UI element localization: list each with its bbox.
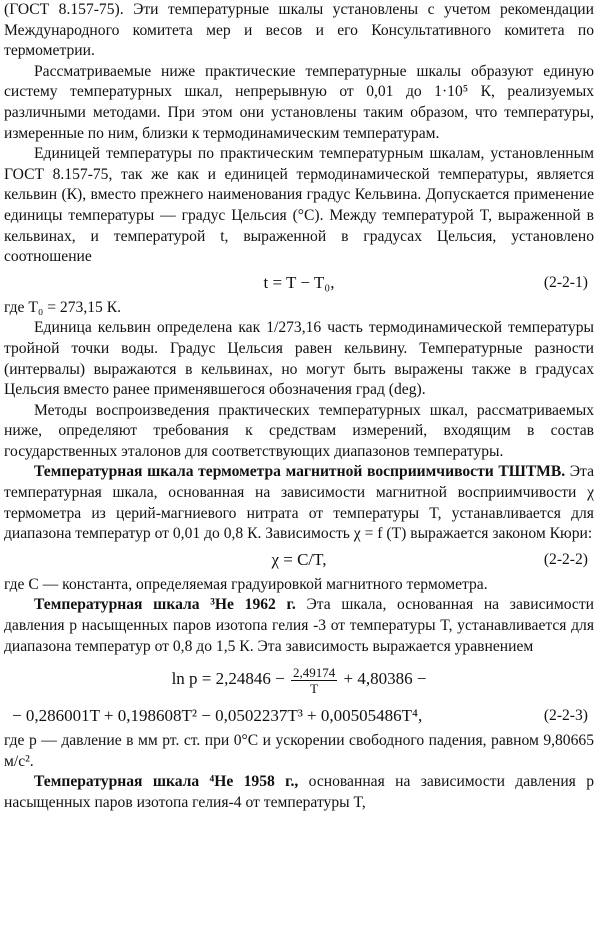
equation-formula-line2: − 0,286001T + 0,198608T² − 0,0502237T³ + 0,00505486T⁴, <box>12 706 423 726</box>
paragraph-he3-scale <box>4 595 594 657</box>
equation-formula: χ = C/T, <box>271 549 327 569</box>
equation-number: (2-2-2) <box>543 550 588 568</box>
paragraph-scales-system: Рассматриваемые ниже практические температурные шкалы образуют единую систему температурных шкал, непрерывную от 0,01 до 1·10⁵ К, реализуемых различными методами. При этом они установлены таким образом, что температуры, измеренные по ним, близки к термодинамическим температурам. <box>4 62 594 142</box>
fraction-denominator: T <box>310 680 319 696</box>
paragraph-magnetic-body: Эта температурная шкала, основанная на зависимости магнитной восприимчивости χ термометра из церий-магниевого нитрата от температуры T, устанавливается для диапазона температур от 0,01 до 0,8 К. Зависимость χ = f (T) выражается законом Кюри: <box>4 463 594 543</box>
equation-formula: t = T − T₀, <box>263 272 335 292</box>
fraction-numerator: 2,49174 <box>292 664 336 680</box>
equation-2-2-1 <box>4 268 594 298</box>
paragraph-kelvin-definition: Единица кельвин определена как 1/273,16 часть термодинамической температуры тройной точки воды. Градус Цельсия равен кельвину. Температурные разности (интервалы) выражаются в кельвинах, но могут быть выражены также в градусах Цельсия вместо ранее применявшегося обозначения град (deg). <box>4 319 594 399</box>
equation-lhs: ln p = 2,24846 − <box>171 669 285 689</box>
paragraph-he4-body: основанная на зависимости давления p насыщенных паров изотопа гелия-4 от температуры T, <box>4 773 594 811</box>
paragraph-gost-intro: (ГОСТ 8.157-75). Эти температурные шкалы установлены с учетом рекомендации Международного комитета мер и весов и его Консультативного комитета по термометрии. <box>4 1 594 60</box>
equation-number: (2-2-1) <box>543 273 588 291</box>
paragraph-reproduction-methods: Методы воспроизведения практических температурных шкал, рассматриваемых ниже, определяют требования к средствам измерений, входящим в состав государственных эталонов для соответствующих диапазонов температуры. <box>4 401 594 460</box>
paragraph-temperature-unit: Единицей температуры по практическим температурным шкалам, установленным ГОСТ 8.157-75, так же как и единицей термодинамической температуры, является кельвин (К), вместо прежнего наименования градус Кельвина. Допускается применение единицы температуры — градус Цельсия (°С). Между температурой T, выраженной в кельвинах, и температурой t, выраженной в градусах Цельсия, установлено соотношение <box>4 145 594 266</box>
paragraph-he4-scale <box>4 772 594 813</box>
document-page <box>4 0 594 814</box>
paragraph-constant-c: где C — константа, определяемая градуировкой магнитного термометра. <box>4 575 488 593</box>
equation-2-2-2 <box>4 545 594 575</box>
section-heading-magnetic: Температурная шкала термометра магнитной восприимчивости ТШТМВ. <box>34 463 566 481</box>
paragraph-t0-definition: где T₀ = 273,15 К. <box>4 298 122 316</box>
paragraph-pressure-units: где p — давление в мм рт. ст. при 0°С и ускорении свободного падения, равном 9,80665 м/с². <box>4 732 594 770</box>
equation-number: (2-2-3) <box>543 707 588 725</box>
equation-rest: + 4,80386 − <box>343 669 427 689</box>
equation-2-2-3-line1 <box>4 657 594 701</box>
equation-fraction <box>291 665 337 696</box>
section-heading-he4: Температурная шкала ⁴Не 1958 г., <box>34 773 299 791</box>
paragraph-magnetic-scale <box>4 462 594 544</box>
equation-2-2-3-line2 <box>4 701 594 731</box>
section-heading-he3: Температурная шкала ³Не 1962 г. <box>34 596 296 614</box>
paragraph-he3-body: Эта шкала, основанная на зависимости давления p насыщенных паров изотопа гелия -3 от температуры T, устанавливается для диапазона температур от 0,8 до 1,5 К. Эта зависимость выражается уравнением <box>4 596 594 655</box>
